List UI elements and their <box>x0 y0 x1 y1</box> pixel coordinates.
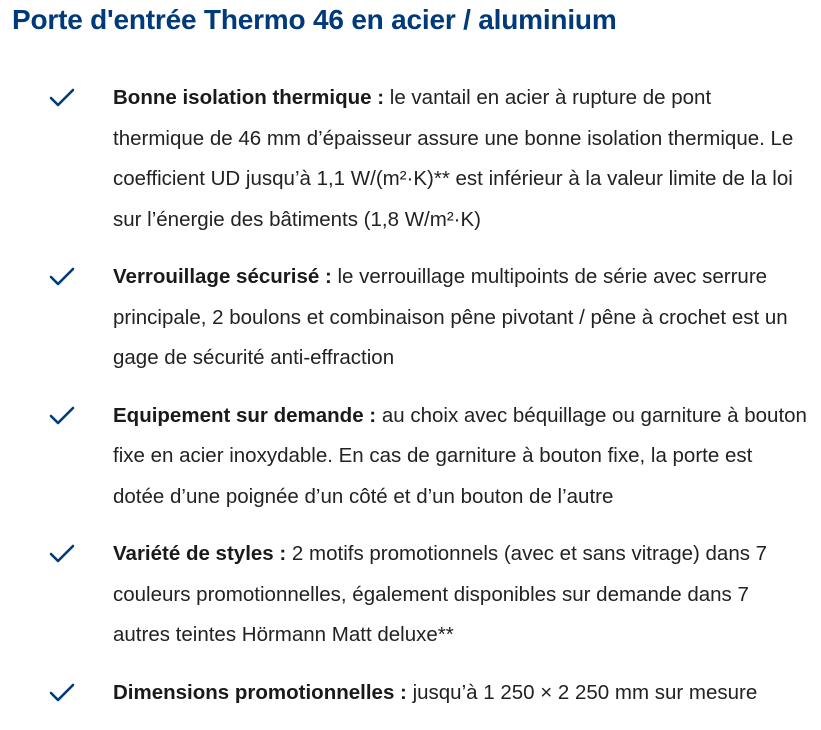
feature-list <box>0 78 821 730</box>
feature-text: 2 motifs promotionnels (avec et sans vitrage) dans 7 couleurs promotionnelles, également disponibles sur demande dans 7 autres teintes Hörmann Matt deluxe** <box>113 542 768 646</box>
feature-term: Verrouillage sécurisé : <box>113 265 332 288</box>
check-icon <box>49 266 75 288</box>
feature-term: Dimensions promotionnelles : <box>113 680 407 704</box>
feature-term: Equipement sur demande : <box>113 403 377 427</box>
feature-item-isolation <box>0 78 821 240</box>
check-icon <box>49 87 75 109</box>
check-icon <box>49 543 75 565</box>
feature-term: Bonne isolation thermique : <box>113 86 385 109</box>
feature-term: Variété de styles : <box>113 542 287 565</box>
check-icon <box>49 405 75 427</box>
feature-item-dimensions <box>0 673 821 714</box>
feature-item-verrouillage <box>0 257 821 379</box>
check-icon <box>49 682 75 704</box>
page-title: Porte d'entrée Thermo 46 en acier / aluminium <box>12 4 617 35</box>
feature-item-equipement <box>0 396 821 518</box>
feature-item-styles <box>0 534 821 656</box>
feature-text: le verrouillage multipoints de série avec serrure principale, 2 boulons et combinaison pêne pivotant / pêne à crochet est un gage de sécurité anti-effraction <box>113 265 788 369</box>
feature-text: le vantail en acier à rupture de pont thermique de 46 mm d’épaisseur assure une bonne isolation thermique. Le coefficient UD jusqu’à 1,1 W/(m²·K)** est inférieur à la valeur limite de la loi sur l’énergie des bâtiments (1,8 W/m²·K) <box>113 86 794 231</box>
feature-text: jusqu’à 1 250 × 2 250 mm sur mesure <box>412 680 758 704</box>
feature-text: au choix avec béquillage ou garniture à bouton fixe en acier inoxydable. En cas de garniture à bouton fixe, la porte est dotée d’une poignée d’un côté et d’un bouton de l’autre <box>113 403 807 508</box>
